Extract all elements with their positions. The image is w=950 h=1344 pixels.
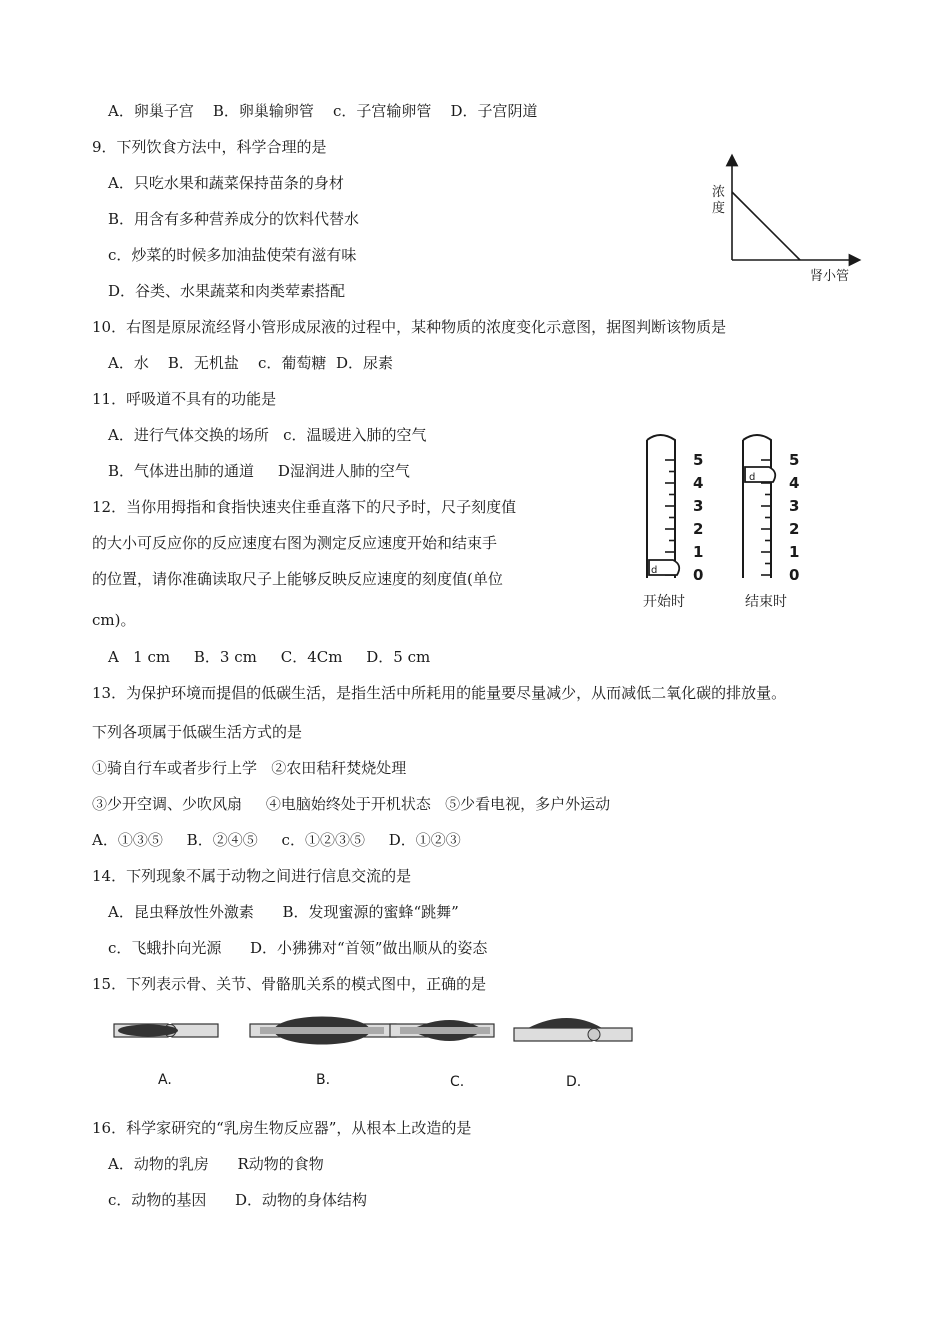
- ruler-start-tick-label: 0: [693, 566, 704, 584]
- ruler-start-tick-label: 3: [693, 497, 704, 515]
- q14-options-1: A．昆虫释放性外激素 B．发现蜜源的蜜蜂“跳舞”: [108, 903, 459, 921]
- q16-stem: 16．科学家研究的“乳房生物反应器”，从根本上改造的是: [92, 1119, 472, 1137]
- ruler-start-tick-label: 2: [693, 520, 704, 538]
- q9-stem: 9．下列饮食方法中，科学合理的是: [92, 138, 327, 156]
- ruler-start-tick-label: 1: [693, 543, 704, 561]
- bone-option-d: [514, 1018, 632, 1041]
- ruler-end: [743, 435, 775, 578]
- q12-stem-1: 12．当你用拇指和食指快速夹住垂直落下的尺予时，尺子刻度值: [92, 498, 517, 516]
- svg-text:d: d: [651, 565, 658, 576]
- y-axis-label-2: 度: [712, 201, 726, 216]
- ruler-end-tick-label: 4: [789, 474, 800, 492]
- q16-options-1: A．动物的乳房 R动物的食物: [108, 1155, 324, 1173]
- ruler-end-tick-label: 5: [789, 451, 800, 469]
- q16-options-2: c．动物的基因 D．动物的身体结构: [108, 1191, 368, 1209]
- x-axis-label: 肾小管: [810, 269, 850, 284]
- bone-option-c: [390, 1020, 494, 1041]
- q13-items-1: ①骑自行车或者步行上学 ②农田秸秆焚烧处理: [92, 759, 407, 777]
- q12-stem-2: 的大小可反应你的反应速度右图为测定反应速度开始和结束手: [92, 534, 498, 552]
- ruler-diagram: [635, 430, 825, 620]
- q9-option-b: B．用含有多种营养成分的饮料代替水: [108, 210, 360, 228]
- q10-options: A．水 B．无机盐 c．葡萄糖 D．尿素: [108, 354, 393, 372]
- label-c: C.: [450, 1074, 465, 1090]
- q13-options: A．①③⑤ B．②④⑤ c．①②③⑤ D．①②③: [92, 831, 461, 849]
- q11-stem: 11．呼吸道不具有的功能是: [92, 390, 277, 408]
- ruler-end-tick-label: 0: [789, 566, 800, 584]
- q9-option-c: c．炒菜的时候多加油盐使荣有滋有味: [108, 246, 357, 264]
- ruler-start-tick-label: 4: [693, 474, 704, 492]
- q13-stem-1: 13．为保护环境而提倡的低碳生活，是指生活中所耗用的能量要尽量减少，从而减低二氧化碳的排放量。: [92, 684, 787, 702]
- label-b: B.: [316, 1072, 331, 1088]
- concentration-diagram: [700, 150, 870, 290]
- concentration-line: [732, 192, 800, 260]
- start-label: 开始时: [643, 594, 685, 610]
- q12-stem-3: 的位置，请你准确读取尺子上能够反映反应速度的刻度值(单位: [92, 570, 503, 588]
- q11-options-1: A．进行气体交换的场所 c．温暖进入肺的空气: [108, 426, 427, 444]
- q10-stem: 10．右图是原尿流经肾小管形成尿液的过程中，某种物质的浓度变化示意图，据图判断该物质是: [92, 318, 727, 336]
- bone-muscle-diagram: [110, 1012, 650, 1102]
- q13-stem-2: 下列各项属于低碳生活方式的是: [92, 723, 303, 741]
- svg-text:d: d: [749, 472, 756, 483]
- q9-option-d: D．谷类、水果蔬菜和肉类荤素搭配: [108, 282, 346, 300]
- q15-stem: 15．下列表示骨、关节、骨骼肌关系的模式图中，正确的是: [92, 975, 487, 993]
- bone-option-a: [114, 1024, 218, 1037]
- q14-stem: 14．下列现象不属于动物之间进行信息交流的是: [92, 867, 412, 885]
- bone-option-b: [250, 1017, 396, 1045]
- q11-options-2: B．气体进出肺的通道 D湿润进人肺的空气: [108, 462, 410, 480]
- ruler-end-tick-label: 2: [789, 520, 800, 538]
- q9-option-a: A．只吃水果和蔬菜保持苗条的身材: [108, 174, 344, 192]
- ruler-start: [647, 435, 679, 578]
- q14-options-2: c．飞蛾扑向光源 D．小狒狒对“首领”做出顺从的姿态: [108, 939, 488, 957]
- ruler-start-tick-label: 5: [693, 451, 704, 469]
- label-d: D.: [566, 1074, 582, 1090]
- y-axis-label-1: 浓: [712, 185, 726, 200]
- ruler-end-tick-label: 3: [789, 497, 800, 515]
- q12-stem-4: cm)。: [92, 611, 136, 629]
- q12-options: A 1 cm B．3 cm C．4Cm D．5 cm: [108, 648, 431, 666]
- label-a: A.: [158, 1072, 172, 1088]
- ruler-end-tick-label: 1: [789, 543, 800, 561]
- q8-options: A．卵巢子宫 B．卵巢输卵管 c．子宫输卵管 D．子宫阴道: [108, 102, 538, 120]
- q13-items-2: ③少开空调、少吹风扇 ④电脑始终处于开机状态 ⑤少看电视，多户外运动: [92, 795, 611, 813]
- end-label: 结束时: [745, 594, 787, 610]
